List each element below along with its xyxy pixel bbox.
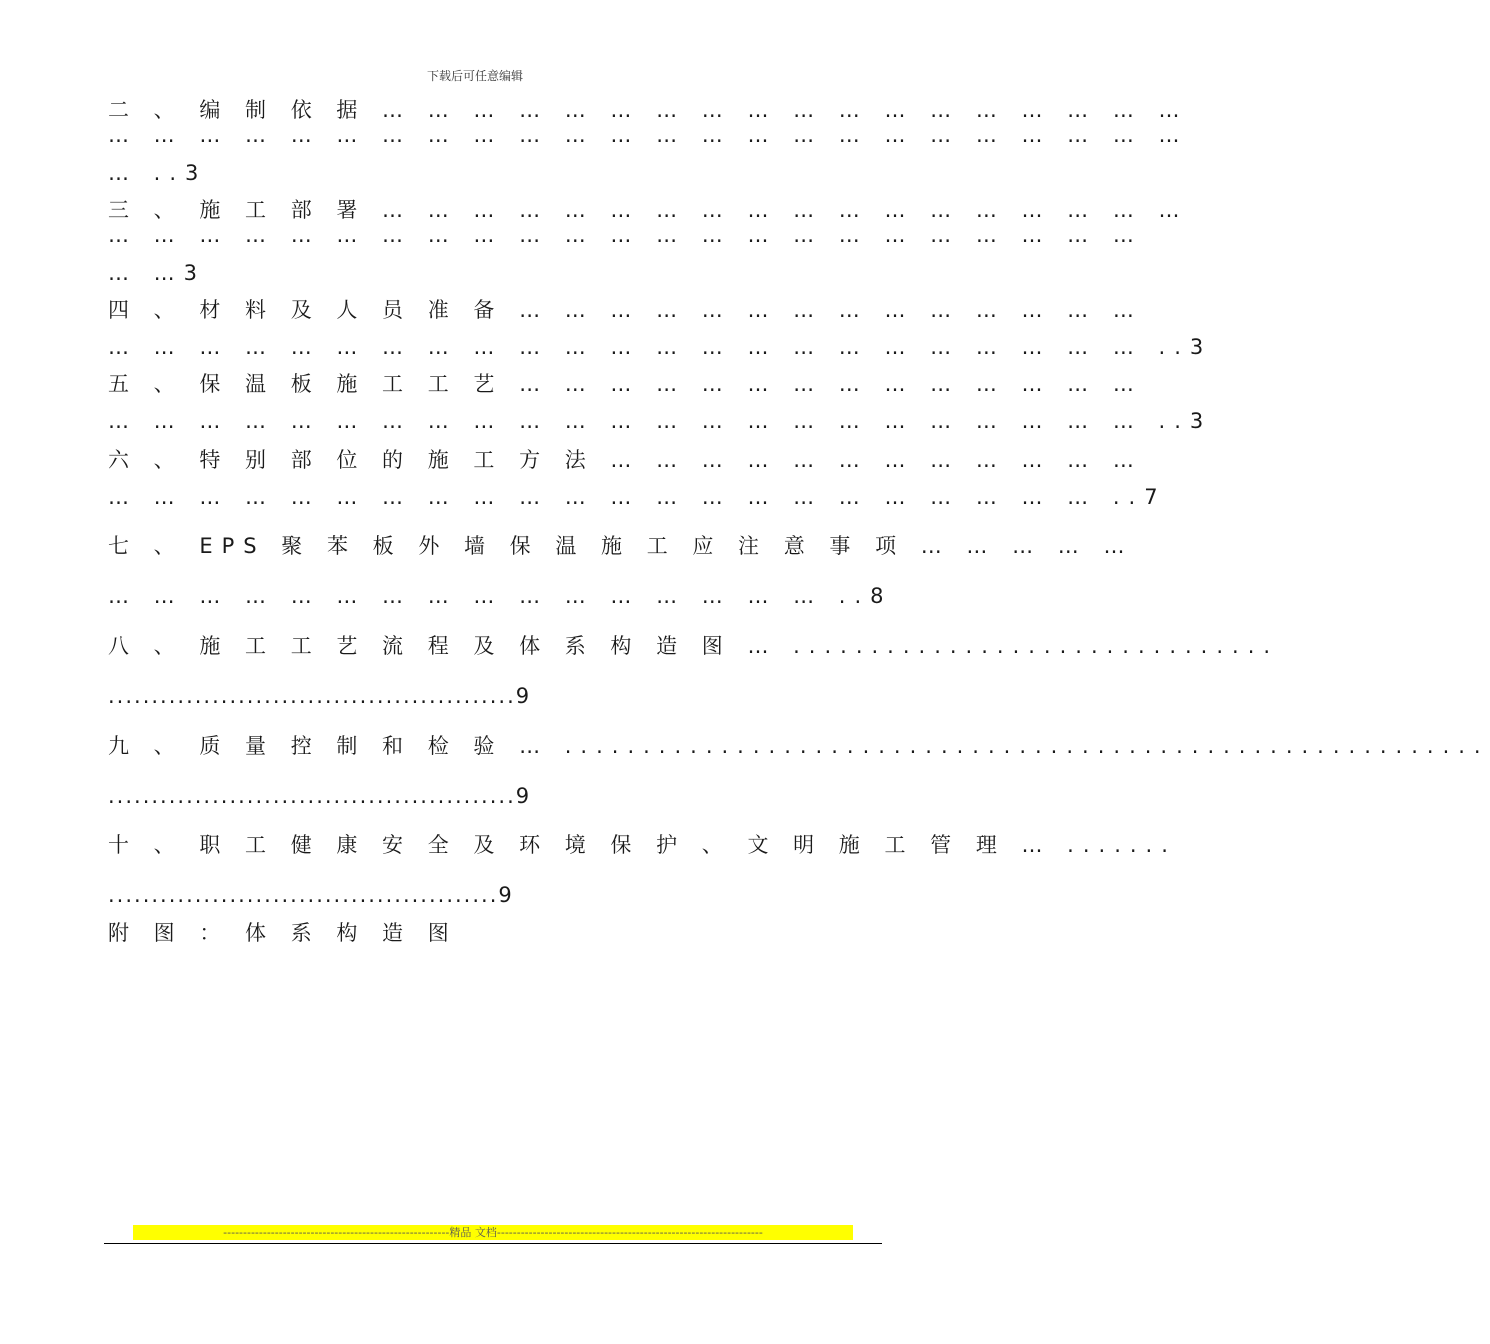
toc-entry-9[interactable]: 九 、 质 量 控 制 和 检 验 … ...........................................................: [108, 734, 1490, 758]
toc-entry-8-leader: ...............................................9: [108, 684, 532, 708]
toc-entry-4[interactable]: 四 、 材 料 及 人 员 准 备 … … … … … … … … … … … … … …: [108, 298, 1143, 322]
toc-entry-2-leader: … … … … … … … … … … … … … … … … … … … … … … … …: [108, 123, 1189, 147]
toc-entry-appendix[interactable]: 附 图 ： 体 系 构 造 图: [108, 921, 458, 945]
toc-entry-8[interactable]: 八 、 施 工 工 艺 流 程 及 体 系 构 造 图 … ...............................: [108, 634, 1280, 658]
toc-entry-4-leader: … … … … … … … … … … … … … … … … … … … … … … … ..3: [108, 335, 1213, 359]
toc-entry-3-page: … …3: [108, 261, 207, 285]
toc-entry-6-leader: … … … … … … … … … … … … … … … … … … … … … … ..7: [108, 485, 1167, 509]
page-header: 下载后可任意编辑: [426, 69, 523, 83]
toc-entry-5-leader: … … … … … … … … … … … … … … … … … … … … … … … ..3: [108, 409, 1213, 433]
toc-entry-2[interactable]: 二 、 编 制 依 据 … … … … … … … … … … … … … … … … … …: [108, 98, 1189, 122]
toc-entry-3[interactable]: 三 、 施 工 部 署 … … … … … … … … … … … … … … … … … …: [108, 198, 1189, 222]
toc-entry-7[interactable]: 七 、 EPS 聚 苯 板 外 墙 保 温 施 工 应 注 意 事 项 … … … … …: [108, 534, 1134, 558]
toc-entry-9-leader: ...............................................9: [108, 784, 532, 808]
toc-entry-10[interactable]: 十 、 职 工 健 康 安 全 及 环 境 保 护 、 文 明 施 工 管 理 … .......: [108, 833, 1177, 857]
toc-entry-10-leader: .............................................9: [108, 883, 514, 907]
toc-entry-2-page: … ..3: [108, 161, 208, 185]
toc-entry-3-leader: … … … … … … … … … … … … … … … … … … … … … … …: [108, 223, 1143, 247]
toc-entry-6[interactable]: 六 、 特 别 部 位 的 施 工 方 法 … … … … … … … … … … … …: [108, 448, 1143, 472]
footer-divider: [104, 1243, 882, 1244]
toc-entry-5[interactable]: 五 、 保 温 板 施 工 工 艺 … … … … … … … … … … … … … …: [108, 372, 1143, 396]
toc-entry-7-leader: … … … … … … … … … … … … … … … … ..8: [108, 584, 893, 608]
footer-banner: ---------------------------------------------------------精品 文档-------------------------------------------------------------------: [133, 1225, 853, 1240]
